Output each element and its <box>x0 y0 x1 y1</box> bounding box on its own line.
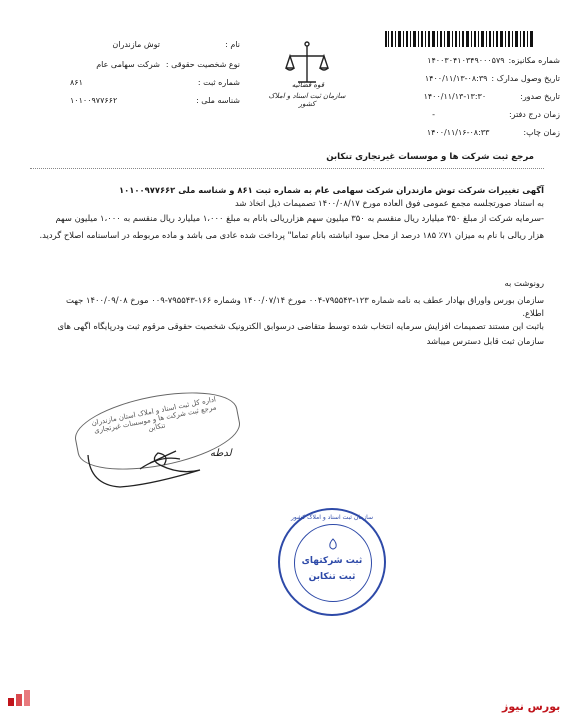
name-row <box>70 40 240 52</box>
national-id-row <box>70 96 240 108</box>
letter-number-value: ۱۴۰۰۳۰۴۱۰۳۴۹۰۰۰۵۷۹ <box>427 56 505 65</box>
signature-icon <box>80 425 270 495</box>
notice-line-4: هزار ریالی با نام به میزان ۷۱٪ ۱۸۵ درصد از محل سود انباشته بانام تماما" پرداخت شده عادی می باشد و ماده مربوطه در اساسنامه اصلاح گردید. <box>39 230 544 240</box>
registration-stamp <box>278 508 386 616</box>
reg-number-label: شماره ثبت : <box>197 78 240 87</box>
entity-type-label: نوع شخصیت حقوقی : <box>165 60 240 69</box>
cc-line-2: اطلاع. <box>522 308 544 318</box>
issue-date-row <box>360 92 560 104</box>
cc-line-1: سازمان بورس واوراق بهادار عطف به نامه شماره ۱۲۳-۷۹۵۵۴۳-۰۰۴ مورخ ۱۴۰۰/۰۷/۱۴ وشماره ۱۶۶-۷۹۵۵۴۳-۰۰۹ مورخ ۱۴۰۰/۰۹/۰۸ جهت <box>66 295 544 305</box>
office-seal-text: اداره کل ثبت اسناد و املاک استان مازندران مرجع ثبت شرکت ها و موسسات غیرتجاری تنکابن <box>90 395 218 436</box>
letter-number-row <box>360 56 560 68</box>
stamp-outer-text: سازمان ثبت اسناد و املاک کشور <box>290 514 374 521</box>
entity-type-value: شرکت سهامی عام <box>96 60 160 69</box>
received-date-row <box>360 74 560 86</box>
print-time-label: زمان چاپ: <box>523 128 560 137</box>
national-id-label: شناسه ملی : <box>196 96 240 105</box>
note-line-2: سازمان ثبت قابل دسترس میباشد <box>426 336 544 346</box>
name-value: توش مازندران <box>112 40 160 49</box>
emblem-top-text: قوه قضائیه <box>291 81 325 89</box>
cc-section <box>24 278 544 347</box>
letter-number-label: شماره مکانیزه: <box>508 56 560 65</box>
reg-number-value: ۸۶۱ <box>70 78 83 87</box>
issue-date-label: تاریخ صدور: <box>520 92 560 101</box>
name-label: نام : <box>225 40 240 49</box>
issue-date-value: ۱۴۰۰/۱۱/۱۳-۱۳:۳۰ <box>423 92 487 101</box>
watermark: بورس نیوز <box>502 700 561 713</box>
stamp-line-1: ثبت شرکتهای <box>301 556 363 566</box>
received-date-value: ۱۴۰۰/۱۱/۱۳-۰۸:۳۹ <box>424 74 488 83</box>
header-right <box>360 56 560 140</box>
print-time-value: ۱۴۰۰/۱۱/۱۶-۰۸:۳۳ <box>426 128 490 137</box>
print-time-row <box>360 128 560 140</box>
authority-title: مرجع ثبت شرکت ها و موسسات غیرتجاری تنکابن <box>326 152 534 162</box>
corner-logo-icon <box>8 690 34 708</box>
note-line-1: باثبت این مستند تصمیمات افزایش سرمایه انتخاب شده توسط متقاضی درسوابق الکترونیک شخصیت حقوقی مرقوم ثبت ودرپایگاه اگهی های <box>57 321 544 331</box>
notice-line-1: آگهی تغییرات شرکت توش مازندران شرکت سهامی عام به شماره ثبت ۸۶۱ و شناسه ملی ۱۰۱۰۰۹۷۷۶۶۲ <box>119 185 544 195</box>
stamp-emblem-icon <box>326 538 340 552</box>
signature-name: لدطه <box>210 448 232 459</box>
notice-line-2: به استناد صورتجلسه مجمع عمومی فوق العاده مورخ ۱۴۰۰/۰۸/۱۷ تصمیمات ذیل اتخاذ شد <box>235 198 544 208</box>
received-date-label: تاریخ وصول مدارک : <box>491 74 560 83</box>
header-left <box>70 40 240 108</box>
publish-time-row <box>360 110 560 122</box>
cc-title: رونوشت به <box>504 278 544 288</box>
national-id-value: ۱۰۱۰۰۹۷۷۶۶۲ <box>70 96 118 105</box>
emblem-caption: سازمان ثبت اسناد و املاک کشور <box>268 92 346 108</box>
entity-type-row <box>70 60 240 72</box>
reg-number-row <box>70 78 240 90</box>
notice-body <box>24 185 544 241</box>
publish-time-value: - <box>432 110 435 119</box>
publish-time-label: زمان درج دفتر: <box>508 110 560 119</box>
barcode <box>385 31 535 53</box>
notice-line-3: -سرمایه شرکت از مبلغ ۳۵۰ میلیارد ریال منقسم به ۳۵۰ میلیون سهم هزارریالی بانام به مبلغ ۱،۰۰۰ میلیارد ریال منقسم به ۱،۰۰۰ میلیون سهم <box>55 213 544 223</box>
separator-line <box>30 168 544 169</box>
stamp-line-2: ثبت تنکابن <box>308 572 356 582</box>
